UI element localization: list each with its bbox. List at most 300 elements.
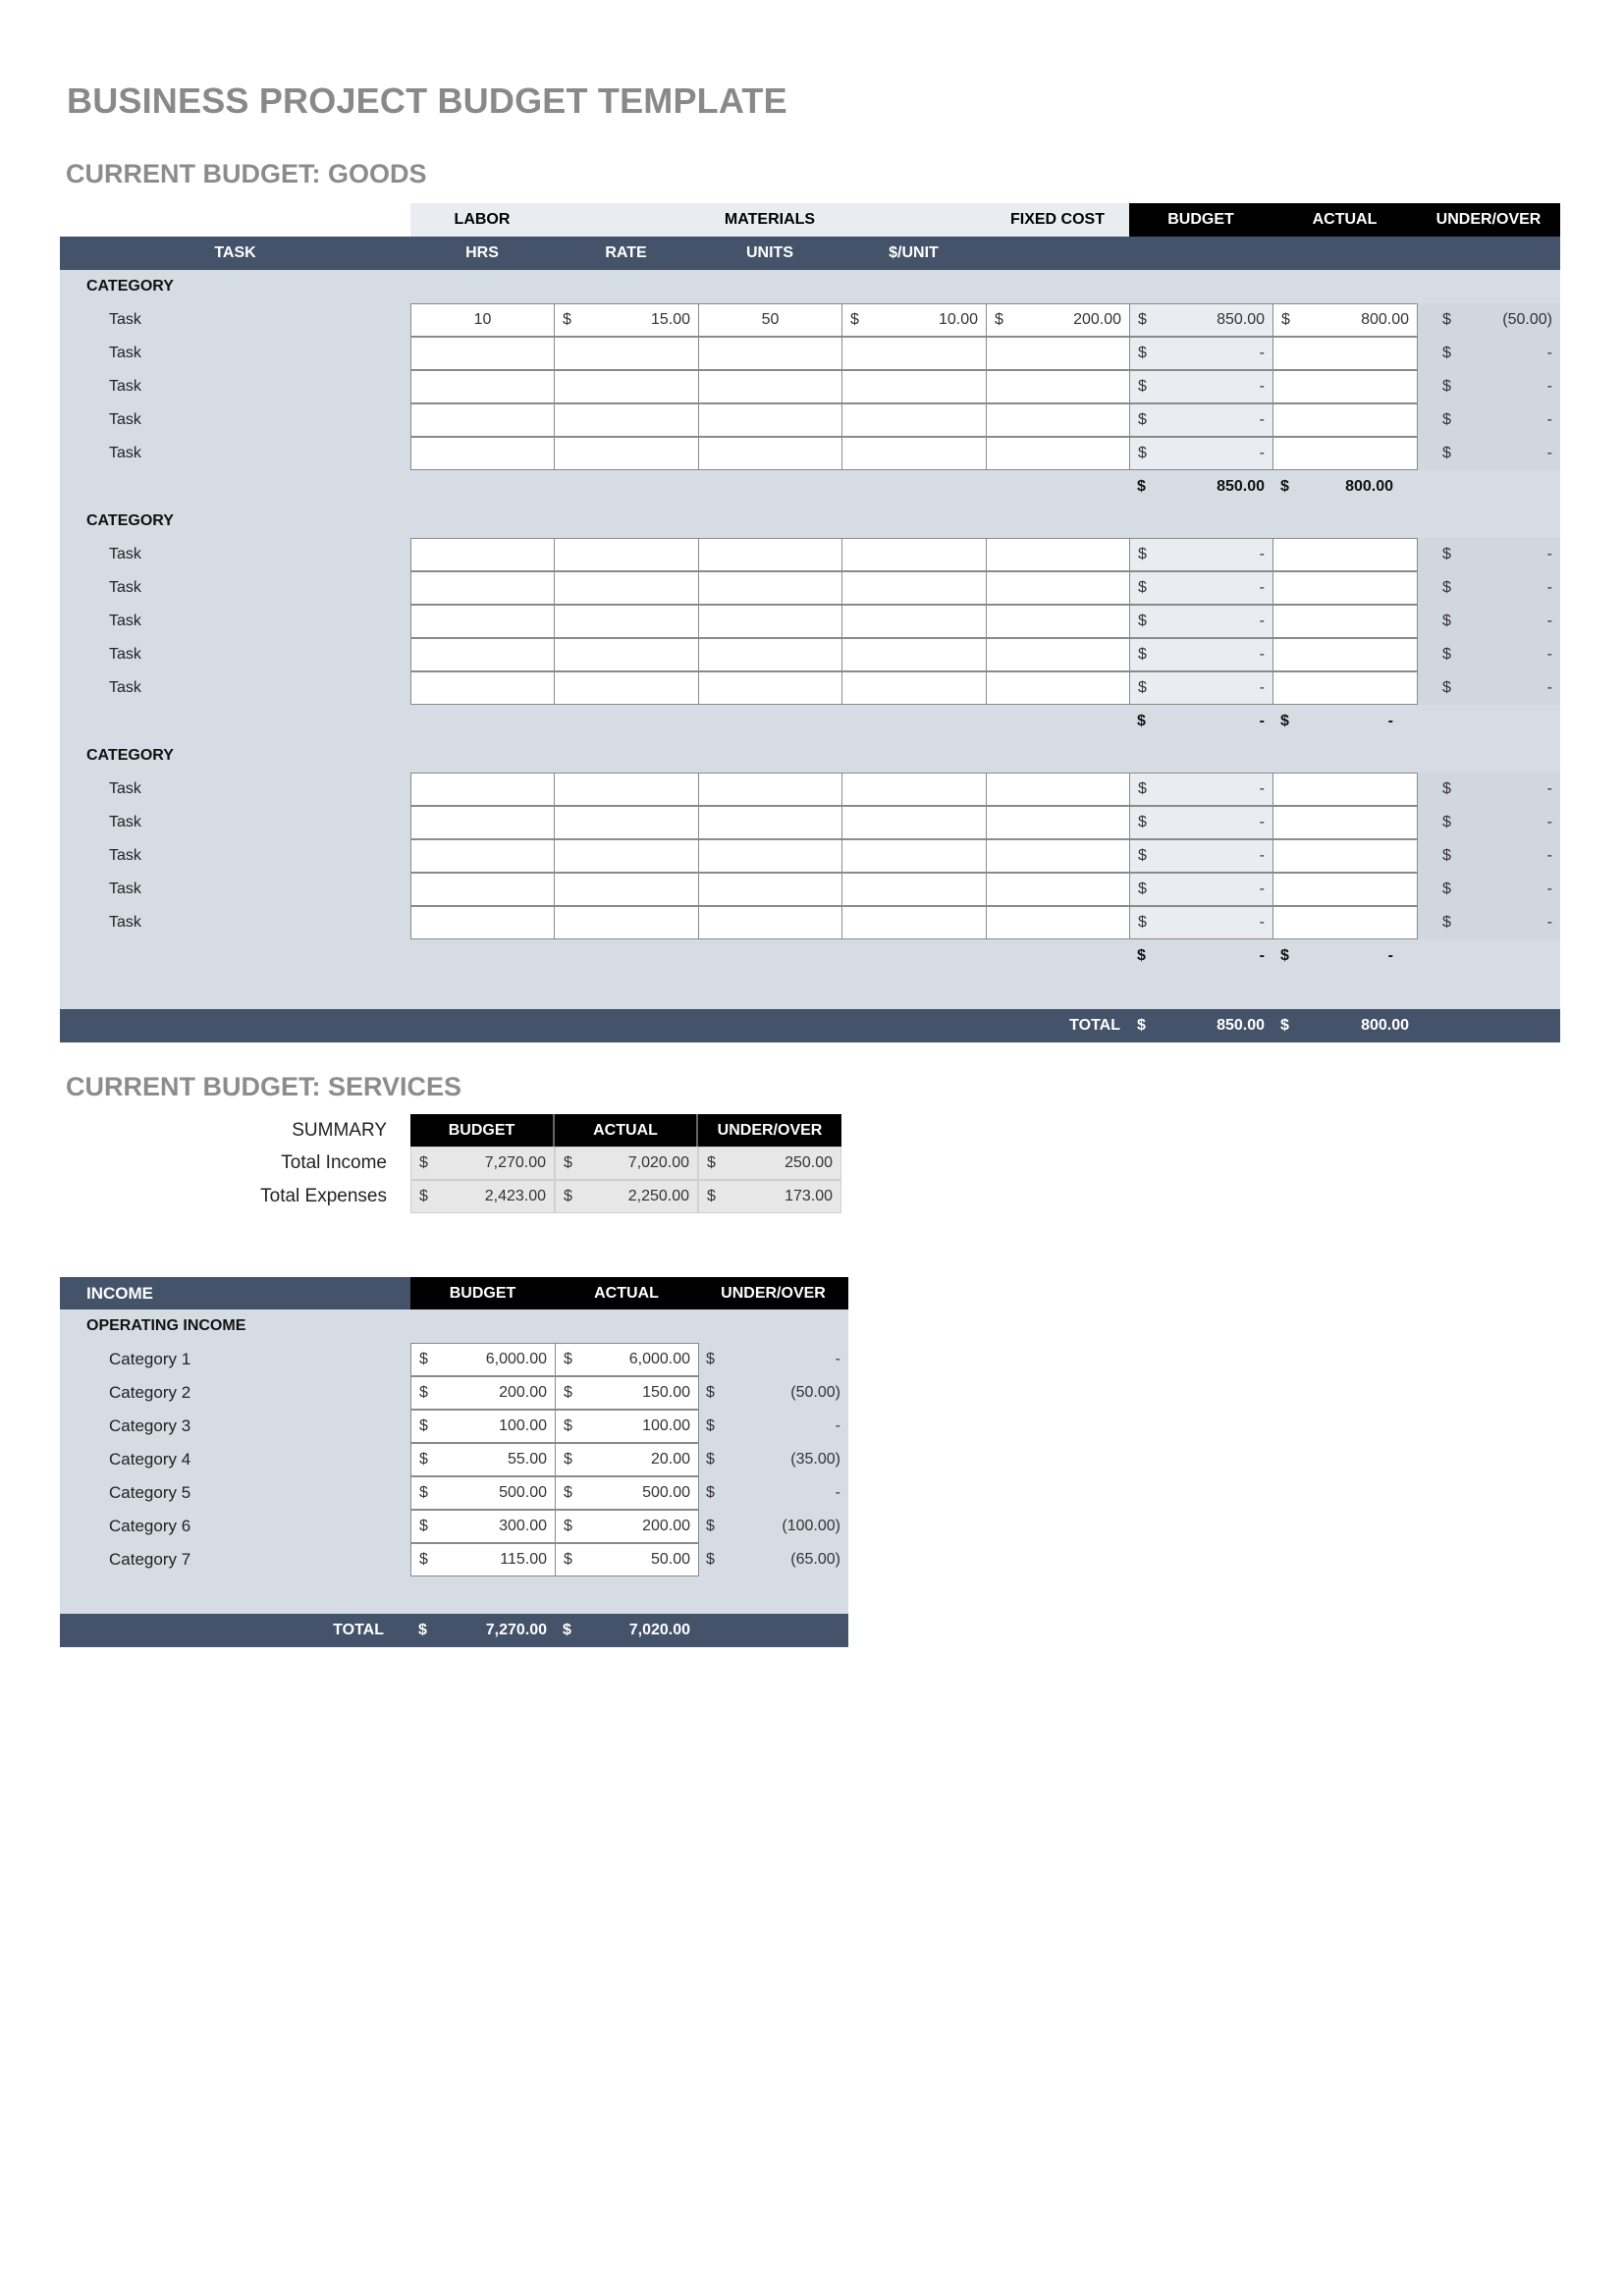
income-cell-actual[interactable]	[555, 1376, 699, 1410]
under-over-amount: -	[1546, 881, 1552, 897]
income-cell-budget[interactable]	[410, 1510, 556, 1543]
income-actual-value: 20.00	[650, 1451, 690, 1468]
currency-symbol: $	[1442, 881, 1451, 897]
cell-units[interactable]	[698, 571, 842, 605]
currency-symbol: $	[419, 1154, 428, 1171]
cell-actual[interactable]	[1272, 638, 1418, 671]
cell-hrs[interactable]	[410, 773, 555, 806]
income-category-label[interactable]: Category 7	[109, 1550, 191, 1569]
income-cell-actual[interactable]	[555, 1443, 699, 1476]
cell-actual[interactable]	[1272, 906, 1418, 939]
income-under-over-value: -	[835, 1417, 840, 1434]
category-subtotal-actual	[1272, 470, 1417, 504]
cell-per-unit[interactable]	[841, 571, 987, 605]
cell-per-unit[interactable]	[841, 806, 987, 839]
under-over-amount: -	[1546, 814, 1552, 830]
income-cell-actual[interactable]	[555, 1343, 699, 1376]
income-budget-value: 200.00	[499, 1384, 547, 1401]
currency-symbol: $	[1138, 311, 1147, 328]
task-label[interactable]: Task	[109, 847, 141, 864]
cell-budget	[1129, 538, 1273, 571]
budget-value: -	[1259, 780, 1265, 797]
cell-fixed[interactable]	[986, 538, 1130, 571]
cell-rate[interactable]	[554, 605, 699, 638]
currency-symbol: $	[1442, 345, 1451, 361]
under-over-value	[1417, 906, 1560, 939]
cell-hrs[interactable]	[410, 571, 555, 605]
currency-symbol: $	[1442, 914, 1451, 931]
cell-fixed[interactable]	[986, 571, 1130, 605]
currency-symbol: $	[1442, 546, 1451, 562]
summary-value: 2,250.00	[627, 1188, 689, 1204]
summary-value: 173.00	[785, 1188, 833, 1204]
cell-fixed[interactable]	[986, 303, 1130, 337]
category-subtotal-budget	[1129, 470, 1272, 504]
income-header-actual: ACTUAL	[594, 1285, 659, 1302]
currency-symbol: $	[1138, 679, 1147, 696]
currency-symbol: $	[706, 1518, 715, 1534]
summary-header-under-over: UNDER/OVER	[698, 1114, 841, 1147]
budget-value: -	[1259, 646, 1265, 663]
income-cell-budget[interactable]	[410, 1376, 556, 1410]
income-cell-actual[interactable]	[555, 1543, 699, 1576]
page-title: BUSINESS PROJECT BUDGET TEMPLATE	[67, 80, 787, 121]
income-under-over	[698, 1443, 848, 1476]
cell-actual[interactable]	[1272, 873, 1418, 906]
task-label[interactable]: Task	[109, 881, 141, 897]
cell-fixed[interactable]	[986, 638, 1130, 671]
income-category-label[interactable]: Category 2	[109, 1383, 191, 1402]
category-subtotal-actual	[1272, 939, 1417, 973]
currency-symbol: $	[564, 1384, 572, 1401]
cell-units[interactable]	[698, 839, 842, 873]
category-label: CATEGORY	[86, 747, 174, 764]
income-under-over	[698, 1410, 848, 1443]
income-total-label: TOTAL	[333, 1622, 384, 1638]
cell-per-unit[interactable]	[841, 303, 987, 337]
currency-symbol: $	[706, 1384, 715, 1401]
cell-rate[interactable]	[554, 839, 699, 873]
cell-actual[interactable]	[1272, 605, 1418, 638]
cell-budget	[1129, 605, 1273, 638]
currency-symbol: $	[564, 1188, 572, 1204]
cell-actual[interactable]	[1272, 538, 1418, 571]
currency-symbol: $	[1442, 780, 1451, 797]
cell-fixed[interactable]	[986, 671, 1130, 705]
summary-label: SUMMARY	[292, 1120, 387, 1141]
currency-symbol: $	[564, 1154, 572, 1171]
cell-hrs[interactable]	[410, 605, 555, 638]
currency-symbol: $	[706, 1351, 715, 1367]
cell-budget	[1129, 437, 1273, 470]
task-label[interactable]: Task	[109, 613, 141, 629]
task-label[interactable]: Task	[109, 679, 141, 696]
currency-symbol: $	[1138, 646, 1147, 663]
task-label[interactable]: Task	[109, 345, 141, 361]
currency-symbol: $	[706, 1551, 715, 1568]
currency-symbol: $	[706, 1484, 715, 1501]
cell-fixed[interactable]	[986, 806, 1130, 839]
task-label[interactable]: Task	[109, 579, 141, 596]
goods-total-actual	[1272, 1009, 1417, 1042]
cell-rate[interactable]	[554, 906, 699, 939]
summary-header-budget: BUDGET	[410, 1114, 555, 1147]
under-over-value	[1417, 873, 1560, 906]
currency-symbol: $	[419, 1518, 428, 1534]
income-header: INCOME	[60, 1277, 410, 1309]
income-under-over-value: -	[835, 1351, 840, 1367]
income-under-over	[698, 1376, 848, 1410]
category-subtotal-budget	[1129, 939, 1272, 973]
header-fixed-cost: FIXED COST	[1009, 211, 1105, 228]
income-cell-budget[interactable]	[410, 1543, 556, 1576]
currency-symbol: $	[1137, 713, 1146, 729]
currency-symbol: $	[419, 1417, 428, 1434]
cell-budget	[1129, 906, 1273, 939]
income-category-label[interactable]: Category 6	[109, 1517, 191, 1535]
currency-symbol: $	[1442, 579, 1451, 596]
income-under-over	[698, 1510, 848, 1543]
budget-value: -	[1259, 847, 1265, 864]
income-under-over-value: (100.00)	[782, 1518, 840, 1534]
currency-symbol: $	[1137, 1017, 1146, 1034]
under-over-amount: -	[1546, 847, 1552, 864]
units-value: 50	[761, 311, 780, 328]
cell-fixed[interactable]	[986, 873, 1130, 906]
under-over-value	[1417, 437, 1560, 470]
income-under-over	[698, 1476, 848, 1510]
summary-cell-under-over	[698, 1180, 841, 1213]
task-label[interactable]: Task	[109, 546, 141, 562]
goods-section-title: CURRENT BUDGET: GOODS	[66, 159, 427, 188]
under-over-value	[1417, 571, 1560, 605]
income-budget-value: 55.00	[507, 1451, 547, 1468]
cell-fixed[interactable]	[986, 773, 1130, 806]
summary-value: 7,270.00	[484, 1154, 546, 1171]
task-label[interactable]: Task	[109, 378, 141, 395]
cell-hrs[interactable]	[410, 806, 555, 839]
income-cell-budget[interactable]	[410, 1410, 556, 1443]
category-subtotal-budget	[1129, 705, 1272, 738]
income-header-budget: BUDGET	[449, 1285, 516, 1302]
cell-per-unit[interactable]	[841, 403, 987, 437]
cell-units[interactable]	[698, 538, 842, 571]
income-category-label[interactable]: Category 3	[109, 1416, 191, 1435]
budget-value: -	[1259, 679, 1265, 696]
currency-symbol: $	[1138, 613, 1147, 629]
income-actual-value: 500.00	[642, 1484, 690, 1501]
currency-symbol: $	[1138, 411, 1147, 428]
cell-actual[interactable]	[1272, 571, 1418, 605]
cell-units[interactable]	[698, 773, 842, 806]
income-category-label[interactable]: Category 4	[109, 1450, 191, 1468]
cell-units[interactable]	[698, 806, 842, 839]
cell-budget	[1129, 303, 1273, 337]
cell-per-unit[interactable]	[841, 906, 987, 939]
income-total-budget	[410, 1614, 555, 1647]
cell-rate[interactable]	[554, 370, 699, 403]
cell-budget	[1129, 873, 1273, 906]
under-over-value	[1417, 773, 1560, 806]
under-over-amount: -	[1546, 345, 1552, 361]
income-actual-value: 150.00	[642, 1384, 690, 1401]
task-label[interactable]: Task	[109, 646, 141, 663]
under-over-amount: -	[1546, 445, 1552, 461]
cell-units[interactable]	[698, 638, 842, 671]
cell-rate[interactable]	[554, 773, 699, 806]
currency-symbol: $	[707, 1154, 716, 1171]
goods-total-budget	[1129, 1009, 1272, 1042]
budget-value: -	[1259, 613, 1265, 629]
currency-symbol: $	[419, 1384, 428, 1401]
cell-rate[interactable]	[554, 538, 699, 571]
subtotal-budget-value: 850.00	[1217, 478, 1265, 495]
cell-budget	[1129, 571, 1273, 605]
cell-actual[interactable]	[1272, 303, 1418, 337]
budget-value: -	[1259, 378, 1265, 395]
cell-fixed[interactable]	[986, 839, 1130, 873]
budget-value: -	[1259, 814, 1265, 830]
cell-units[interactable]	[698, 437, 842, 470]
cell-actual[interactable]	[1272, 403, 1418, 437]
cell-actual[interactable]	[1272, 337, 1418, 370]
summary-cell-actual	[555, 1147, 698, 1180]
category-label: CATEGORY	[86, 512, 174, 529]
currency-symbol: $	[419, 1484, 428, 1501]
under-over-value	[1417, 839, 1560, 873]
cell-hrs[interactable]	[410, 403, 555, 437]
cell-actual[interactable]	[1272, 671, 1418, 705]
currency-symbol: $	[1442, 814, 1451, 830]
summary-row-label: Total Expenses	[260, 1186, 387, 1206]
currency-symbol: $	[1442, 613, 1451, 629]
income-total-budget-value: 7,270.00	[485, 1622, 547, 1638]
under-over-amount: -	[1546, 378, 1552, 395]
task-label[interactable]: Task	[109, 780, 141, 797]
cell-units[interactable]	[698, 671, 842, 705]
currency-symbol: $	[419, 1188, 428, 1204]
goods-total-label: TOTAL	[1069, 1017, 1120, 1034]
cell-budget	[1129, 671, 1273, 705]
budget-value: -	[1259, 345, 1265, 361]
cell-fixed[interactable]	[986, 906, 1130, 939]
cell-hrs[interactable]	[410, 873, 555, 906]
currency-symbol: $	[706, 1451, 715, 1468]
cell-per-unit[interactable]	[841, 839, 987, 873]
currency-symbol: $	[564, 1518, 572, 1534]
cell-budget	[1129, 638, 1273, 671]
under-over-value	[1417, 538, 1560, 571]
cell-budget	[1129, 403, 1273, 437]
income-cell-budget[interactable]	[410, 1343, 556, 1376]
cell-actual[interactable]	[1272, 806, 1418, 839]
cell-budget	[1129, 370, 1273, 403]
currency-symbol: $	[1442, 378, 1451, 395]
subtotal-actual-value: -	[1387, 713, 1393, 729]
under-over-amount: -	[1546, 914, 1552, 931]
summary-cell-under-over	[698, 1147, 841, 1180]
under-over-amount: -	[1546, 411, 1552, 428]
cell-per-unit[interactable]	[841, 671, 987, 705]
header-labor: LABOR	[454, 211, 511, 228]
cell-per-unit[interactable]	[841, 773, 987, 806]
currency-symbol: $	[1280, 947, 1289, 964]
currency-symbol: $	[1138, 345, 1147, 361]
under-over-amount: -	[1546, 646, 1552, 663]
income-total-actual	[555, 1614, 698, 1647]
cell-units[interactable]	[698, 337, 842, 370]
under-over-value	[1417, 806, 1560, 839]
income-cell-budget[interactable]	[410, 1476, 556, 1510]
category-label: CATEGORY	[86, 278, 174, 294]
under-over-value	[1417, 638, 1560, 671]
subtotal-actual-value: -	[1387, 947, 1393, 964]
currency-symbol: $	[419, 1351, 428, 1367]
cell-hrs[interactable]	[410, 839, 555, 873]
cell-rate[interactable]	[554, 806, 699, 839]
cell-hrs[interactable]	[410, 538, 555, 571]
summary-cell-budget	[410, 1180, 555, 1213]
currency-symbol: $	[563, 311, 571, 328]
currency-symbol: $	[1442, 646, 1451, 663]
hrs-value: 10	[473, 311, 492, 328]
currency-symbol: $	[706, 1417, 715, 1434]
cell-rate[interactable]	[554, 303, 699, 337]
summary-cell-actual	[555, 1180, 698, 1213]
budget-value: -	[1259, 914, 1265, 931]
currency-symbol: $	[418, 1622, 427, 1638]
task-label[interactable]: Task	[109, 914, 141, 931]
income-cell-budget[interactable]	[410, 1443, 556, 1476]
income-category-label[interactable]: Category 5	[109, 1483, 191, 1502]
income-cell-actual[interactable]	[555, 1410, 699, 1443]
cell-hrs[interactable]	[410, 437, 555, 470]
summary-value: 2,423.00	[484, 1188, 546, 1204]
currency-symbol: $	[419, 1551, 428, 1568]
column-task: TASK	[214, 244, 256, 261]
income-actual-value: 200.00	[642, 1518, 690, 1534]
currency-symbol: $	[1138, 914, 1147, 931]
cell-actual[interactable]	[1272, 773, 1418, 806]
income-actual-value: 100.00	[642, 1417, 690, 1434]
income-under-over	[698, 1343, 848, 1376]
income-budget-value: 500.00	[499, 1484, 547, 1501]
task-label[interactable]: Task	[109, 411, 141, 428]
column-rate: RATE	[605, 244, 647, 261]
cell-budget	[1129, 806, 1273, 839]
income-budget-value: 300.00	[499, 1518, 547, 1534]
cell-units[interactable]	[698, 906, 842, 939]
summary-value: 250.00	[785, 1154, 833, 1171]
cell-fixed[interactable]	[986, 605, 1130, 638]
currency-symbol: $	[564, 1417, 572, 1434]
task-label[interactable]: Task	[109, 311, 141, 328]
operating-income-label: OPERATING INCOME	[86, 1317, 246, 1334]
under-over-amount: -	[1546, 579, 1552, 596]
summary-cell-budget	[410, 1147, 555, 1180]
cell-rate[interactable]	[554, 437, 699, 470]
income-under-over-value: (35.00)	[790, 1451, 840, 1468]
under-over-amount: -	[1546, 679, 1552, 696]
income-total-actual-value: 7,020.00	[628, 1622, 690, 1638]
cell-units[interactable]	[698, 605, 842, 638]
currency-symbol: $	[1280, 713, 1289, 729]
cell-per-unit[interactable]	[841, 337, 987, 370]
cell-hrs[interactable]	[410, 671, 555, 705]
cell-per-unit[interactable]	[841, 873, 987, 906]
income-under-over	[698, 1543, 848, 1576]
cell-fixed[interactable]	[986, 403, 1130, 437]
currency-symbol: $	[1138, 546, 1147, 562]
cell-hrs[interactable]	[410, 370, 555, 403]
cell-fixed[interactable]	[986, 437, 1130, 470]
cell-fixed[interactable]	[986, 370, 1130, 403]
budget-value: -	[1259, 579, 1265, 596]
cell-per-unit[interactable]	[841, 437, 987, 470]
income-cell-actual[interactable]	[555, 1476, 699, 1510]
cell-per-unit[interactable]	[841, 370, 987, 403]
actual-value: 800.00	[1361, 311, 1409, 328]
cell-actual[interactable]	[1272, 839, 1418, 873]
cell-hrs[interactable]	[410, 638, 555, 671]
cell-per-unit[interactable]	[841, 638, 987, 671]
cell-per-unit[interactable]	[841, 605, 987, 638]
under-over-amount: -	[1546, 780, 1552, 797]
total-actual-value: 800.00	[1361, 1017, 1409, 1034]
services-section-title: CURRENT BUDGET: SERVICES	[66, 1072, 462, 1101]
cell-hrs[interactable]	[410, 906, 555, 939]
cell-per-unit[interactable]	[841, 538, 987, 571]
currency-symbol: $	[850, 311, 859, 328]
income-header-under-over: UNDER/OVER	[721, 1285, 826, 1302]
cell-units[interactable]	[698, 370, 842, 403]
income-under-over-value: (50.00)	[790, 1384, 840, 1401]
cell-hrs[interactable]	[410, 337, 555, 370]
cell-actual[interactable]	[1272, 370, 1418, 403]
cell-units[interactable]	[698, 303, 842, 337]
per-unit-value: 10.00	[938, 311, 978, 328]
under-over-value	[1417, 403, 1560, 437]
currency-symbol: $	[1442, 679, 1451, 696]
cell-fixed[interactable]	[986, 337, 1130, 370]
cell-rate[interactable]	[554, 571, 699, 605]
task-label[interactable]: Task	[109, 445, 141, 461]
cell-actual[interactable]	[1272, 437, 1418, 470]
cell-units[interactable]	[698, 403, 842, 437]
under-over-value	[1417, 671, 1560, 705]
cell-rate[interactable]	[554, 873, 699, 906]
currency-symbol: $	[419, 1451, 428, 1468]
income-cell-actual[interactable]	[555, 1510, 699, 1543]
income-under-over-value: (65.00)	[790, 1551, 840, 1568]
cell-rate[interactable]	[554, 403, 699, 437]
budget-value: -	[1259, 546, 1265, 562]
cell-hrs[interactable]	[410, 303, 555, 337]
income-under-over-value: -	[835, 1484, 840, 1501]
income-category-label[interactable]: Category 1	[109, 1350, 191, 1368]
cell-budget	[1129, 773, 1273, 806]
cell-rate[interactable]	[554, 337, 699, 370]
cell-rate[interactable]	[554, 671, 699, 705]
category-subtotal-actual	[1272, 705, 1417, 738]
task-label[interactable]: Task	[109, 814, 141, 830]
cell-units[interactable]	[698, 873, 842, 906]
income-actual-value: 50.00	[650, 1551, 690, 1568]
currency-symbol: $	[1138, 579, 1147, 596]
cell-rate[interactable]	[554, 638, 699, 671]
under-over-amount: -	[1546, 613, 1552, 629]
currency-symbol: $	[564, 1351, 572, 1367]
